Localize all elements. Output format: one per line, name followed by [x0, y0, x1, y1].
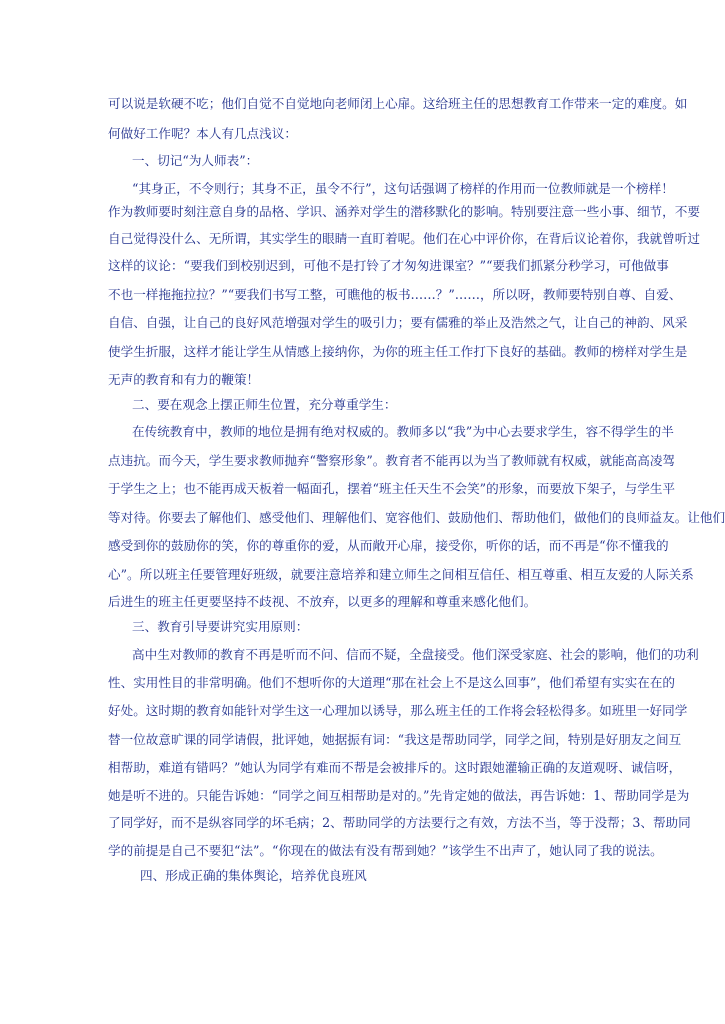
- section-heading: 二、要在观念上摆正师生位置，充分尊重学生：: [132, 397, 397, 412]
- section-heading: 一、切记“为人师表”：: [132, 153, 259, 168]
- text-line: 学的前提是自己不要犯“法”。“你现在的做法有没有帮到她？”该学生不出声了，她认同了我的说法。: [108, 843, 663, 858]
- text-line: 无声的教育和有力的鞭策！: [108, 372, 260, 387]
- text-line: 感受到你的鼓励你的笑，你的尊重你的爱，从而敞开心扉，接受你，听你的话，而不再是“你不懂我的: [108, 538, 669, 553]
- section-heading: 四、形成正确的集体舆论，培养优良班风: [140, 868, 367, 883]
- text-line: 何做好工作呢？本人有几点浅议：: [108, 126, 297, 141]
- text-line: 高中生对教师的教育不再是听而不问、信而不疑，全盘接受。他们深受家庭、社会的影响，他们的功利: [132, 647, 699, 662]
- text-line: 使学生折服，这样才能让学生从情感上接纳你，为你的班主任工作打下良好的基础。教师的榜样对学生是: [108, 344, 688, 359]
- text-line: 不也一样拖拖拉拉？”“要我们书写工整，可瞧他的板书……？”……，所以呀，教师要特别自尊、自爱、: [108, 287, 682, 302]
- text-line: 等对待。你要去了解他们、感受他们、理解他们、宽容他们、鼓励他们、帮助他们，做他们的良师益友。让他们: [108, 510, 725, 525]
- text-line: 这样的议论：“要我们到校别迟到，可他不是打铃了才匆匆进课室？”“要我们抓紧分秒学习，可他做事: [108, 258, 669, 273]
- text-line: 她是听不进的。只能告诉她：“同学之间互相帮助是对的。”先肯定她的做法，再告诉她：1、帮助同学是为: [108, 788, 690, 803]
- text-line: 自信、自强，让自己的良好风范增强对学生的吸引力；要有儒雅的举止及浩然之气，让自己的神韵、风采: [108, 315, 688, 330]
- text-line: 相帮助，难道有错吗？”她认为同学有难而不帮是会被排斥的。这时跟她灌输正确的友道观呀、诚信呀，: [108, 760, 682, 775]
- text-line: “其身正，不令则行；其身不正，虽令不行”，这句话强调了榜样的作用而一位教师就是一个榜样！: [132, 181, 674, 196]
- text-line: 点违抗。而今天，学生要求教师抛弃“警察形象”。教育者不能再以为当了教师就有权威，就能高高凌驾: [108, 453, 676, 468]
- text-line: 好处。这时期的教育如能针对学生这一心理加以诱导，那么班主任的工作将会轻松得多。如班里一好同学: [108, 703, 688, 718]
- text-line: 在传统教育中，教师的地位是拥有绝对权威的。教师多以“我”为中心去要求学生，容不得学生的半: [132, 424, 674, 439]
- section-heading: 三、教育引导要讲究实用原则：: [132, 619, 309, 634]
- text-line: 了同学好，而不是纵容同学的坏毛病；2、帮助同学的方法要行之有效，方法不当，等于没帮；3、帮助同: [108, 815, 691, 830]
- text-line: 可以说是软硬不吃；他们自觉不自觉地向老师闭上心扉。这给班主任的思想教育工作带来一定的难度。如: [108, 96, 688, 111]
- text-line: 自己觉得没什么、无所谓，其实学生的眼睛一直盯着呢。他们在心中评价你，在背后议论着你，我就曾听过: [108, 231, 700, 246]
- text-line: 性、实用性目的非常明确。他们不想听你的大道理“那在社会上不是这么回事”，他们希望有实实在在的: [108, 675, 676, 690]
- text-line: 替一位故意旷课的同学请假，批评她，她据振有词：“我这是帮助同学，同学之间，特别是好朋友之间互: [108, 732, 682, 747]
- text-line: 于学生之上；也不能再成天板着一幅面孔，摆着“班主任天生不会笑”的形象，而要放下架子，与学生平: [108, 481, 676, 496]
- text-line: 后进生的班主任更要坚持不歧视、不放弃，以更多的理解和尊重来感化他们。: [108, 594, 537, 609]
- text-line: 心”。所以班主任要管理好班级，就要注意培养和建立师生之间相互信任、相互尊重、相互友爱的人际关系: [108, 567, 694, 582]
- text-line: 作为教师要时刻注意自身的品格、学识、涵养对学生的潜移默化的影响。特别要注意一些小事、细节，不要: [108, 204, 700, 219]
